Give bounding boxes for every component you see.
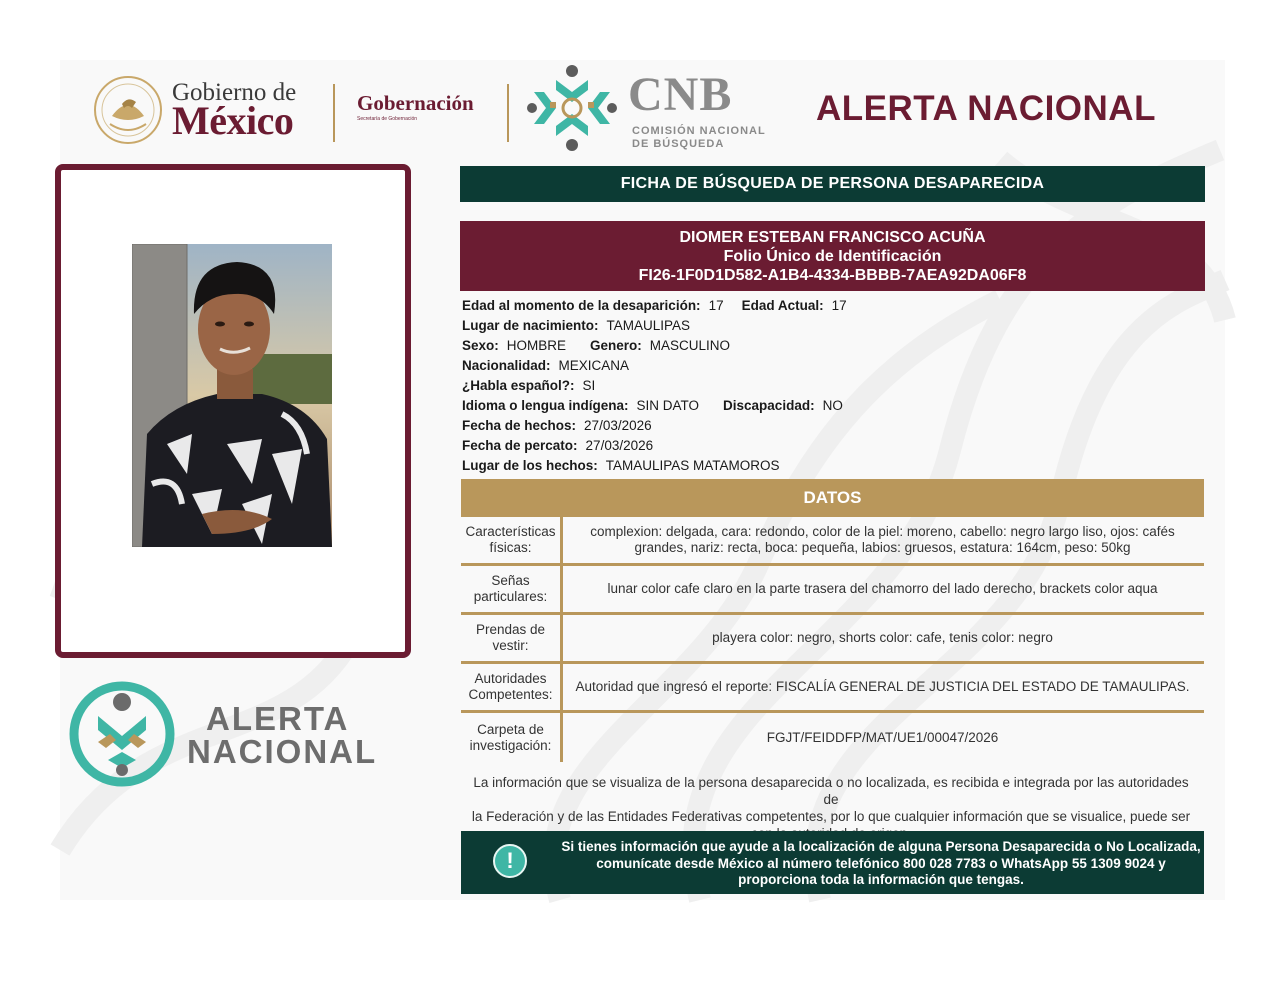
field-value: NO <box>822 398 843 413</box>
row-divider <box>560 566 563 612</box>
row-value-line: complexion: delgada, cara: redondo, color de la piel: moreno, cabello: negro largo liso, ojos: cafés <box>590 524 1175 539</box>
field-label: Sexo: <box>462 338 499 353</box>
field-value: MASCULINO <box>649 338 731 353</box>
row-value-line: FGJT/FEIDDFP/MAT/UE1/00047/2026 <box>766 729 999 745</box>
row-label <box>461 664 560 710</box>
field-value: SI <box>582 378 596 393</box>
ficha-title: FICHA DE BÚSQUEDA DE PERSONA DESAPARECIDA <box>620 175 1045 192</box>
gobernacion-subtitle: Secretaría de Gobernación <box>357 116 418 122</box>
row-label <box>461 713 560 762</box>
table-row <box>461 517 1204 566</box>
person-name: DIOMER ESTEBAN FRANCISCO ACUÑA <box>679 229 986 246</box>
row-value-line: grandes, nariz: recta, boca: pequeña, labios: gruesos, estatura: 164cm, peso: 50kg <box>634 540 1131 555</box>
row-divider <box>560 713 563 762</box>
datos-header <box>461 479 1204 517</box>
contact-bar <box>461 831 1204 894</box>
row-label-line: Autoridades <box>474 671 547 686</box>
field-label: Edad Actual: <box>741 298 824 313</box>
field-label: Fecha de hechos: <box>462 418 577 433</box>
person-name-bar <box>460 221 1205 291</box>
field-value: 17 <box>831 298 847 313</box>
header-divider <box>333 84 335 142</box>
field-value: MEXICANA <box>558 358 630 373</box>
gobierno-title: Gobierno de <box>172 79 297 106</box>
person-photo <box>132 244 332 547</box>
info-row-fecha-hechos <box>462 418 652 434</box>
field-value: 27/03/2026 <box>585 438 654 453</box>
contact-line: proporciona toda la información que tengas. <box>738 872 1024 887</box>
table-row <box>461 566 1204 615</box>
row-value <box>569 615 1196 661</box>
info-row-fecha-percato <box>462 438 653 454</box>
cnb-subtitle: COMISIÓN NACIONAL <box>632 125 766 137</box>
row-label <box>461 517 560 563</box>
row-value <box>569 664 1196 710</box>
field-label: Fecha de percato: <box>462 438 578 453</box>
info-row-sexo <box>462 338 730 354</box>
row-label-line: Señas <box>491 573 530 588</box>
field-value: HOMBRE <box>506 338 567 353</box>
gobierno-mexico: México <box>172 98 294 143</box>
field-label: ¿Habla español?: <box>462 378 575 393</box>
row-label-line: Competentes: <box>468 687 553 702</box>
cnb-title: CNB <box>628 68 733 121</box>
field-label: Genero: <box>590 338 642 353</box>
field-label: Lugar de los hechos: <box>462 458 598 473</box>
info-row-lugar-hechos <box>462 458 780 474</box>
alerta-nacional-title: ALERTA NACIONAL <box>816 89 1156 128</box>
row-value-line: Autoridad que ingresó el reporte: FISCALÍA GENERAL DE JUSTICIA DEL ESTADO DE TAMAULIPAS. <box>575 679 1190 694</box>
alerta-logo-text: NACIONAL <box>187 733 378 770</box>
row-divider <box>560 517 563 563</box>
contact-line: Si tienes información que ayude a la localización de alguna Persona Desaparecida o No Localizada, <box>561 839 1201 854</box>
row-divider <box>560 615 563 661</box>
row-value-line: lunar color cafe claro en la parte trasera del chamorro del lado derecho, brackets color aqua <box>607 581 1158 596</box>
field-value: 17 <box>708 298 724 313</box>
row-label <box>461 615 560 661</box>
row-label-line: Prendas de <box>475 622 546 637</box>
info-row-lugar-nacimiento <box>462 318 690 334</box>
cnb-logo-icon <box>526 62 618 154</box>
cnb-subtitle: DE BÚSQUEDA <box>632 138 725 150</box>
contact-text <box>561 839 1201 889</box>
field-value: 27/03/2026 <box>584 418 652 433</box>
row-label-line: vestir: <box>492 638 529 653</box>
row-value <box>569 713 1196 762</box>
field-label: Idioma o lengua indígena: <box>462 398 629 413</box>
table-row <box>461 615 1204 664</box>
row-value <box>569 566 1196 612</box>
mexico-seal-icon <box>92 74 164 146</box>
info-row-edad <box>462 298 847 314</box>
field-label: Discapacidad: <box>723 398 815 413</box>
header-divider <box>507 84 509 142</box>
datos-title: DATOS <box>803 488 862 507</box>
field-label: Nacionalidad: <box>462 358 551 373</box>
row-label-line: físicas: <box>489 540 532 555</box>
row-label-line: Características <box>465 524 556 539</box>
field-label: Edad al momento de la desaparición: <box>462 298 701 313</box>
disclaimer-line: la Federación y de las Entidades Federativas competentes, por lo que cualquier información que se visualice, puede ser <box>471 809 1191 824</box>
ficha-title-bar <box>460 166 1205 202</box>
exclamation-icon: ! <box>493 844 527 878</box>
row-label-line: particulares: <box>473 589 548 604</box>
info-row-habla <box>462 378 595 394</box>
info-row-nacionalidad <box>462 358 629 374</box>
row-label-line: Carpeta de <box>477 721 544 737</box>
table-row <box>461 713 1204 762</box>
gobernacion-logo-text: Gobernación <box>357 91 474 115</box>
row-label <box>461 566 560 612</box>
folio-id: FI26-1F0D1D582-A1B4-4334-BBBB-7AEA92DA06F8 <box>638 267 1027 284</box>
field-value: TAMAULIPAS MATAMOROS <box>605 458 780 473</box>
row-divider <box>560 664 563 710</box>
folio-label: Folio Único de Identificación <box>723 248 942 265</box>
field-value: TAMAULIPAS <box>606 318 691 333</box>
contact-line: comunícate desde México al número telefónico 800 028 7783 o WhatsApp 55 1309 9024 y <box>596 855 1166 871</box>
disclaimer-line: La información que se visualiza de la persona desaparecida o no localizada, es recibida e integrada por las autoridades de <box>473 775 1189 807</box>
row-value <box>569 517 1196 563</box>
table-row <box>461 664 1204 713</box>
row-value-line: playera color: negro, shorts color: cafe, tenis color: negro <box>712 630 1053 645</box>
alerta-nacional-logo-icon <box>68 680 176 788</box>
row-label-line: investigación: <box>469 737 552 753</box>
field-label: Lugar de nacimiento: <box>462 318 599 333</box>
info-row-idioma <box>462 398 843 414</box>
alerta-logo-text: ALERTA <box>206 700 350 737</box>
field-value: SIN DATO <box>636 398 700 413</box>
